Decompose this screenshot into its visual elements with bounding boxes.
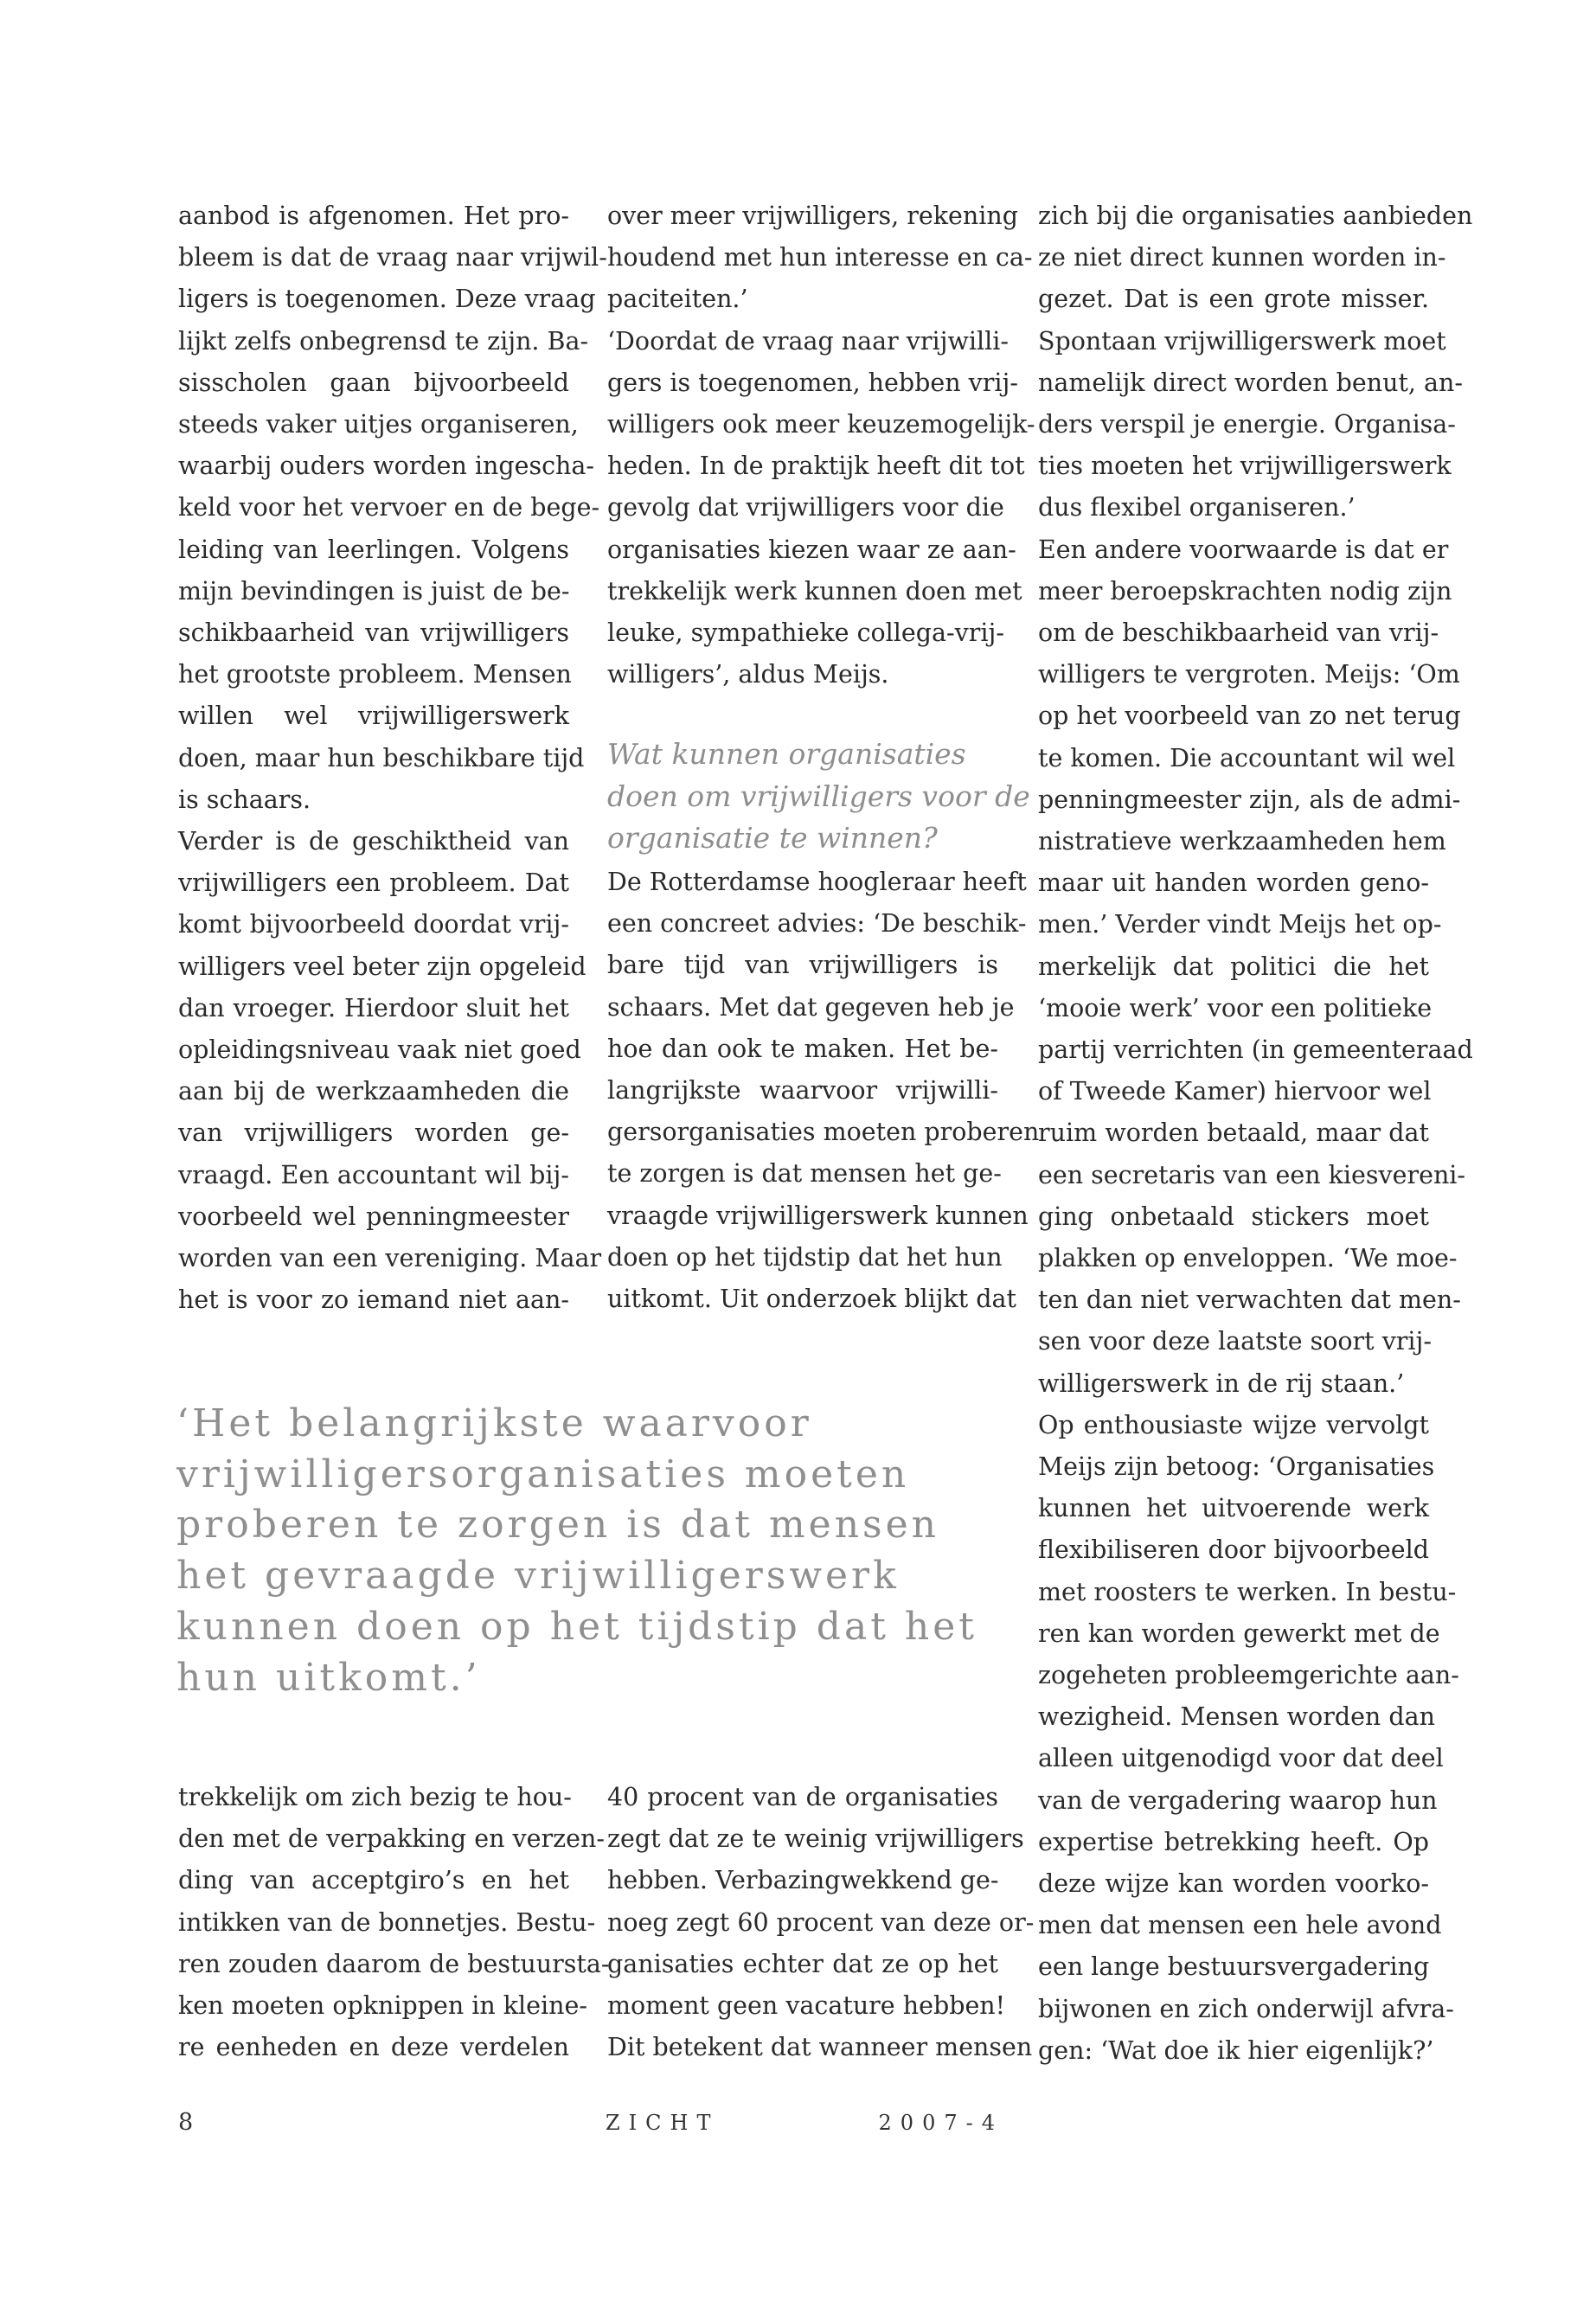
text-line: opleidingsniveau vaak niet goed (178, 1035, 581, 1064)
text-line: is schaars. (178, 785, 311, 814)
heading-line: doen om vrijwilligers voor de (607, 779, 1030, 813)
text-line: keld voor het vervoer en de bege- (178, 493, 600, 522)
text-line: willigers ook meer keuzemogelijk- (607, 410, 1035, 439)
text-line: leuke, sympathieke collega-vrij- (607, 619, 1004, 647)
text-line: te komen. Die accountant wil wel (1038, 743, 1456, 772)
text-line: hoe dan ook te maken. Het be- (607, 1034, 998, 1063)
text-line: ging onbetaald stickers moet (1038, 1202, 1429, 1231)
text-line: een concreet advies: ‘De beschik- (607, 909, 1027, 939)
text-line: aanbod is afgenomen. Het pro- (178, 202, 569, 230)
text-line: expertise betrekking heeft. Op (1038, 1827, 1429, 1856)
text-line: lijkt zelfs onbegrensd te zijn. Ba- (178, 326, 589, 356)
pull-quote-line: hun uitkomt.’ (176, 1655, 481, 1700)
text-line: schikbaarheid van vrijwilligers (178, 619, 569, 647)
text-line: willigers te vergroten. Meijs: ‘Om (1038, 660, 1460, 689)
text-line: komt bijvoorbeeld doordat vrij- (178, 910, 569, 939)
text-line: ganisaties echter dat ze op het (607, 1949, 998, 1978)
text-line: ren zouden daarom de bestuursta- (178, 1949, 610, 1978)
text-line: om de beschikbaarheid van vrij- (1038, 619, 1439, 647)
text-line: bijwonen en zich onderwijl afvra- (1038, 1994, 1454, 2023)
text-line: willen wel vrijwilligerswerk (178, 702, 569, 731)
text-line: gersorganisaties moeten proberen (607, 1118, 1040, 1147)
text-line: ders verspil je energie. Organisa- (1038, 410, 1456, 439)
page-number: 8 (178, 2109, 194, 2136)
text-line: paciteiten.’ (607, 285, 748, 314)
text-line: worden van een vereniging. Maar (178, 1244, 602, 1272)
text-line: mijn bevindingen is juist de be- (178, 576, 570, 606)
text-line: steeds vaker uitjes organiseren, (178, 410, 579, 439)
text-line: van vrijwilligers worden ge- (178, 1118, 569, 1148)
text-line: ties moeten het vrijwilligerswerk (1038, 452, 1452, 481)
text-line: ‘Doordat de vraag naar vrijwilli- (607, 326, 1009, 356)
text-line: ten dan niet verwachten dat men- (1038, 1285, 1461, 1315)
text-line: leiding van leerlingen. Volgens (178, 535, 569, 564)
text-line: heden. In de praktijk heeft dit tot (607, 452, 1025, 481)
text-line: penningmeester zijn, als de admi- (1038, 785, 1461, 814)
text-line: flexibiliseren door bijvoorbeeld (1038, 1535, 1429, 1565)
text-line: trekkelijk om zich bezig te hou- (178, 1783, 572, 1811)
text-line: den met de verpakking en verzen- (178, 1824, 605, 1854)
text-line: noeg zegt 60 procent van deze or- (607, 1907, 1035, 1937)
text-line: zegt dat ze te weinig vrijwilligers (607, 1824, 1024, 1854)
text-line: De Rotterdamse hoogleraar heeft (607, 868, 1027, 896)
text-line: uitkomt. Uit onderzoek blijkt dat (607, 1285, 1016, 1313)
text-line: vrijwilligers een probleem. Dat (178, 868, 569, 898)
text-line: bleem is dat de vraag naar vrijwil- (178, 243, 607, 272)
text-line: intikken van de bonnetjes. Bestu- (178, 1907, 596, 1937)
text-line: gen: ‘Wat doe ik hier eigenlijk?’ (1038, 2035, 1434, 2065)
text-line: waarbij ouders worden ingescha- (178, 452, 595, 481)
text-line: een lange bestuursvergadering (1038, 1952, 1430, 1982)
text-line: namelijk direct worden benut, an- (1038, 368, 1464, 397)
text-line: houdend met hun interesse en ca- (607, 243, 1033, 272)
text-line: deze wijze kan worden voorko- (1038, 1869, 1429, 1898)
text-line: over meer vrijwilligers, rekening (607, 202, 1018, 230)
text-line: moment geen vacature hebben! (607, 1991, 1006, 2020)
text-line: ligers is toegenomen. Deze vraag (178, 285, 596, 314)
text-line: zich bij die organisaties aanbieden (1038, 202, 1473, 230)
text-line: meer beroepskrachten nodig zijn (1038, 576, 1452, 606)
pull-quote-line: proberen te zorgen is dat mensen (176, 1503, 939, 1548)
text-line: men dat mensen een hele avond (1038, 1911, 1442, 1940)
text-line: gers is toegenomen, hebben vrij- (607, 368, 1018, 397)
pull-quote-line: het gevraagde vrijwilligerswerk (176, 1554, 900, 1599)
text-line: ze niet direct kunnen worden in- (1038, 243, 1446, 272)
text-line: ken moeten opknippen in kleine- (178, 1991, 587, 2020)
text-line: van de vergadering waarop hun (1038, 1785, 1438, 1815)
text-line: merkelijk dat politici die het (1038, 952, 1429, 981)
heading-line: Wat kunnen organisaties (607, 737, 966, 771)
pull-quote-line: kunnen doen op het tijdstip dat het (176, 1604, 977, 1649)
text-line: op het voorbeeld van zo net terug (1038, 702, 1461, 731)
text-line: sen voor deze laatste soort vrij- (1038, 1327, 1432, 1356)
text-line: te zorgen is dat mensen het ge- (607, 1159, 1002, 1189)
text-line: Dit betekent dat wanneer mensen (607, 2033, 1033, 2062)
text-line: partij verrichten (in gemeenteraad (1038, 1035, 1473, 1064)
text-line: plakken op enveloppen. ‘We moe- (1038, 1244, 1458, 1272)
text-line: met roosters te werken. In bestu- (1038, 1577, 1457, 1606)
running-title: ZICHT 2007-4 (606, 2111, 1003, 2135)
pull-quote-line: ‘Het belangrijkste waarvoor (176, 1401, 812, 1445)
text-line: ding van acceptgiro’s en het (178, 1866, 569, 1895)
text-line: een secretaris van een kiesvereni- (1038, 1160, 1466, 1189)
text-line: willigerswerk in de rij staan.’ (1038, 1368, 1405, 1398)
text-line: maar uit handen worden geno- (1038, 868, 1429, 898)
text-line: zogeheten probleemgerichte aan- (1038, 1661, 1459, 1689)
text-line: organisaties kiezen waar ze aan- (607, 535, 1016, 564)
text-line: of Tweede Kamer) hiervoor wel (1038, 1077, 1432, 1106)
pull-quote-line: vrijwilligersorganisaties moeten (176, 1452, 910, 1497)
text-line: Meijs zijn betoog: ‘Organisaties (1038, 1452, 1435, 1481)
text-line: alleen uitgenodigd voor dat deel (1038, 1744, 1444, 1773)
text-line: wezigheid. Mensen worden dan (1038, 1702, 1435, 1732)
text-line: nistratieve werkzaamheden hem (1038, 827, 1446, 856)
text-line: re eenheden en deze verdelen (178, 2033, 569, 2062)
text-line: trekkelijk werk kunnen doen met (607, 576, 1022, 606)
text-line: bare tijd van vrijwilligers is (607, 951, 998, 980)
text-line: doen, maar hun beschikbare tijd (178, 743, 585, 772)
text-line: aan bij de werkzaamheden die (178, 1077, 569, 1106)
text-line: voorbeeld wel penningmeester (178, 1202, 569, 1231)
text-line: langrijkste waarvoor vrijwilli- (607, 1076, 998, 1105)
heading-line: organisatie te winnen? (607, 821, 938, 855)
text-line: sisscholen gaan bijvoorbeeld (178, 368, 569, 397)
text-line: Verder is de geschiktheid van (178, 827, 569, 856)
text-line: doen op het tijdstip dat het hun (607, 1242, 1003, 1272)
text-line: ren kan worden gewerkt met de (1038, 1618, 1440, 1648)
text-line: Een andere voorwaarde is dat er (1038, 535, 1449, 564)
text-line: men.’ Verder vindt Meijs het op- (1038, 910, 1442, 939)
text-line: ruim worden betaald, maar dat (1038, 1118, 1429, 1148)
text-line: gevolg dat vrijwilligers voor die (607, 493, 1004, 522)
text-line: het grootste probleem. Mensen (178, 660, 572, 689)
text-line: willigers’, aldus Meijs. (607, 660, 889, 689)
text-line: dan vroeger. Hierdoor sluit het (178, 993, 569, 1022)
text-line: schaars. Met dat gegeven heb je (607, 992, 1015, 1022)
text-line: gezet. Dat is een grote misser. (1038, 285, 1429, 314)
text-line: 40 procent van de organisaties (607, 1783, 998, 1811)
text-line: ‘mooie werk’ voor een politieke (1038, 993, 1433, 1022)
text-line: vraagd. Een accountant wil bij- (178, 1160, 569, 1189)
text-line: kunnen het uitvoerende werk (1038, 1494, 1429, 1523)
text-line: vraagde vrijwilligerswerk kunnen (607, 1201, 1029, 1230)
text-line: dus flexibel organiseren.’ (1038, 493, 1356, 522)
text-line: het is voor zo iemand niet aan- (178, 1285, 569, 1315)
text-line: hebben. Verbazingwekkend ge- (607, 1866, 999, 1895)
text-line: Op enthousiaste wijze vervolgt (1038, 1410, 1429, 1439)
text-line: Spontaan vrijwilligerswerk moet (1038, 326, 1446, 356)
text-line: willigers veel beter zijn opgeleid (178, 952, 586, 981)
